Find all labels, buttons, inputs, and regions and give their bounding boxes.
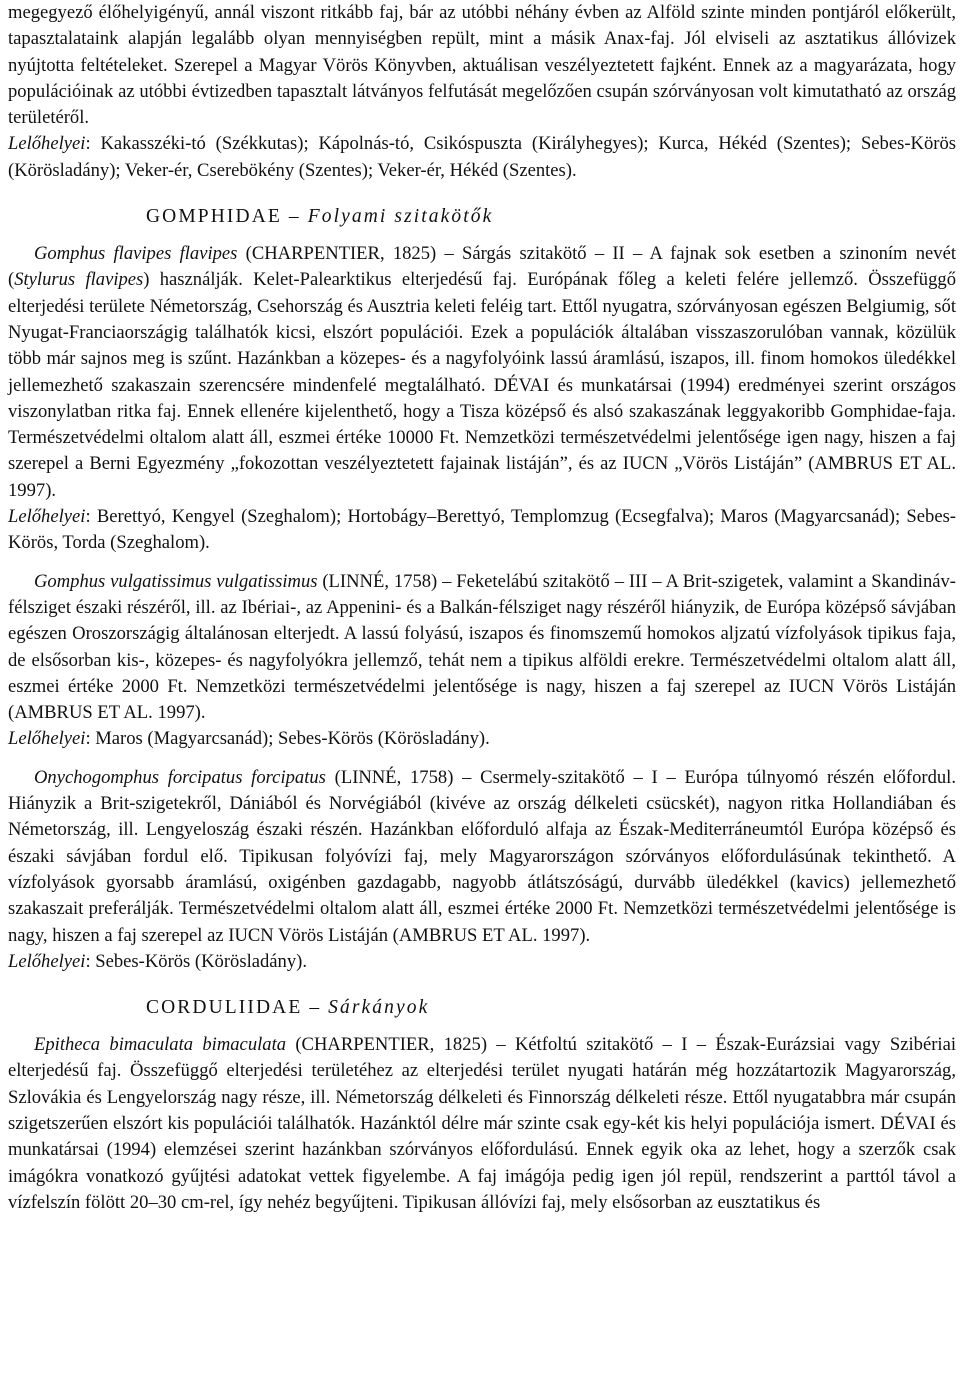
anax-text: megegyező élőhelyigényű, annál viszont ritkább faj, bár az utóbbi néhány évben az Alföld szinte minden pontjáról előkerült, tapasztalataink alapján legalább olyan mennyiségben repült, mint a másik Anax-faj. Jól elviseli az asztatikus állóvizek nyújtotta feltételeket. Szerepel a Magyar Vörös Könyvben, aktuálisan veszélyeztetett fajként. Ennek az a magyarázata, hogy populációinak az utóbbi évtizedben tapasztalt látványos felfutását megelőzően csupán szórványosan volt kimutatható az ország területéről. — [8, 2, 956, 129]
species-name: Epitheca bimaculata bimaculata — [34, 1034, 287, 1056]
localities-text: : Kakasszéki-tó (Székkutas); Kápolnás-tó, Csikóspuszta (Királyhegyes); Kurca, Hékéd (Szentes); Sebes-Körös (Körösladány); Veker-ér, Cserebökény (Szentes); Veker-ér, Hékéd (Szentes). — [8, 133, 956, 181]
author-smallcaps: INNÉ — [339, 570, 385, 592]
author-smallcaps: HARPENTIER — [313, 1034, 430, 1056]
author-ref-smallcaps: MBRUS ET AL — [412, 924, 533, 946]
author-open: (L — [325, 766, 353, 788]
author-open: (L — [317, 570, 340, 592]
species-name: Onychogomphus forcipatus forcipatus — [34, 766, 326, 788]
family-name: CORDULIIDAE — [146, 997, 303, 1019]
author-close: , 1825) — [379, 243, 445, 265]
species-text-cont: . 1997). — [148, 702, 206, 724]
author-close: , 1825) — [429, 1034, 497, 1056]
author-open: (C — [237, 243, 265, 265]
species-name: Gomphus vulgatissimus vulgatissimus — [34, 570, 318, 592]
species-text-cont: . 1997). — [532, 924, 591, 946]
species-text: – Sárgás szitakötő – II – A fajnak sok esetben a szinoním nevét ( — [8, 243, 956, 291]
localities-text: : Sebes-Körös (Körösladány). — [85, 950, 307, 972]
paragraph-anax — [8, 0, 956, 184]
species-text: – Feketelábú szitakötő – III – A Brit-szigetek, valamint a Skandináv-félsziget északi részéről, ill. az Ibériai-, az Appenini- és a Balkán-félsziget nagy részéről hiányzik, de Európa középső sávjában egészen Oroszországig általánosan elterjedt. A lassú folyású, iszapos és finomszemű homokos aljzatú vízfolyások tipikus faja, de elsősorban kis-, közepes- és nagyfolyókra jellemző, tehát nem a tipikus alföldi erekre. Természetvédelmi oltalom alatt áll, eszmei értéke 2000 Ft. Nemzetközi természetvédelmi jelentősége is nagy, hiszen a faj szerepel az IUCN Vörös Listáján (A — [8, 570, 956, 724]
author-close: , 1758) — [396, 766, 463, 788]
species-text: – Csermely-szitakötő – I – Európa túlnyomó részén előfordul. Hiányzik a Brit-szigetekről, Dániából és Norvégiából (kivéve az ország délkeleti csücskét), nagyon ritka Hollandiában és Németország, ill. Lengyeloszág északi részén. Hazánkban előforduló alfaja az Észak-Mediterráneumtól Európa középső és északi sávjában fordul elő. Tipikusan folyóvízi faj, mely Magyarországon szórványos előfordulásúnak tekinthető. A vízfolyások gyorsabb áramlású, oxigénben gazdagabb, nagyobb átlátszóságú, durvább üledékkel (kavics) jellemezhető szakaszait preferálják. Természetvédelmi oltalom alatt áll, eszmei értéke 2000 Ft. Nemzetközi természetvédelmi jelentősége is nagy, hiszen a faj szerepel az IUCN Vörös Listáján (A — [8, 766, 956, 946]
species-name: Gomphus flavipes flavipes — [34, 243, 238, 265]
species-text-cont: ) használják. Kelet-Palearktikus elterjedésű faj. Európának főleg a keleti felére jellemző. Összefüggő elterjedési területe Németország, Csehország és Ausztria keleti feléig tart. Ettől nyugatra, szórványosan egészen Belgiumig, sőt Nyugat-Franciaországig találhatók kicsi, elszórt populációi. Ezek a populációk általában visszaszorulóban vannak, közülük több már sajnos meg is szűnt. Hazánkban a közepes- és a nagyfolyóink lassú áramlású, iszapos, ill. finom homokos üledékkel jellemezhető szakaszain szerencsére mindenfelé megtalálható. D — [8, 269, 956, 396]
author-ref-smallcaps: ÉVAI — [893, 1112, 936, 1134]
family-common-name: Sárkányok — [328, 997, 430, 1019]
section-heading-corduliidae — [146, 996, 956, 1020]
localities-label: Lelőhelyei — [8, 950, 86, 972]
author-smallcaps: HARPENTIER — [264, 243, 380, 265]
species-text: – Kétfoltú szitakötő – I – Észak-Eurázsiai vagy Szibériai elterjedésű faj. Összefüggő elterjedési területéhez az elterjedési terület nyugati határán még hozzátartozik Magyarország, Szlovákia és Lengyelország nagy része, ill. Németország délkeleti és Finnország délkeleti része. Ettől nyugatabbra már csupán szigetszerűen elszórt kis populációi találhatók. Hazánktól délre már szinte csak egy-két kis helyi populációja ismert. D — [8, 1034, 956, 1134]
species-entry-epitheca — [8, 1032, 956, 1216]
localities-label: Lelőhelyei — [8, 728, 86, 750]
species-entry-gomphus-flavipes — [8, 241, 956, 557]
synonym-name: Stylurus flavipes — [14, 269, 144, 291]
localities-text: : Maros (Magyarcsanád); Sebes-Körös (Körösladány). — [85, 728, 490, 750]
family-name: GOMPHIDAE — [146, 206, 282, 228]
heading-dash: – — [281, 206, 308, 228]
author-smallcaps: INNÉ — [352, 766, 397, 788]
species-entry-gomphus-vulgatissimus — [8, 569, 956, 753]
author-close: , 1758) — [384, 570, 443, 592]
family-common-name: Folyami szitakötők — [307, 206, 494, 228]
heading-dash: – — [302, 997, 329, 1019]
author-ref-smallcaps-2: MBRUS ET AL — [827, 453, 952, 475]
species-text-cont: és munkatársai (1994) elemzései szerint hazánkban szórványos előfordulású. Ennek egyik oka az lehet, hogy a szerzők csak imágókra vonatkozó gyűjtési adatokat vettek figyelembe. A faj imágója pedig igen jól repül, rendszerint a parttól távol a vízfelszín fölött 20–30 cm-rel, így nehéz begyűjteni. Tipikusan állóvízi faj, mely elsősorban az eusztatikus és — [8, 1112, 956, 1213]
author-open: (C — [286, 1034, 314, 1056]
species-entry-onychogomphus — [8, 765, 956, 975]
author-ref-smallcaps: MBRUS ET AL — [27, 702, 149, 724]
section-heading-gomphidae — [146, 205, 956, 229]
species-text-cont3: . 1997). — [8, 453, 956, 501]
localities-text: : Berettyó, Kengyel (Szeghalom); Hortobágy–Berettyó, Templomzug (Ecsegfalva); Maros (Magyarcsanád); Sebes-Körös, Torda (Szeghalom). — [8, 506, 956, 554]
localities-label: Lelőhelyei — [8, 133, 86, 155]
localities-label: Lelőhelyei — [8, 506, 86, 528]
species-text-cont2: és munkatársai (1994) eredményei szerint országos viszonylatban ritka faj. Ennek ellenére kijelenthető, hogy a Tisza középső és alsó szakaszának leggyakoribb Gomphidae-faja. Természetvédelmi oltalom alatt áll, eszmei értéke 10000 Ft. Nemzetközi természetvédelmi jelentősége igen nagy, hiszen a faj szerepel a Berni Egyezmény „fokozottan veszélyeztetett fajainak listáján”, és az IUCN „Vörös Listáján” (A — [8, 374, 956, 475]
author-ref-smallcaps: ÉVAI — [507, 374, 550, 396]
